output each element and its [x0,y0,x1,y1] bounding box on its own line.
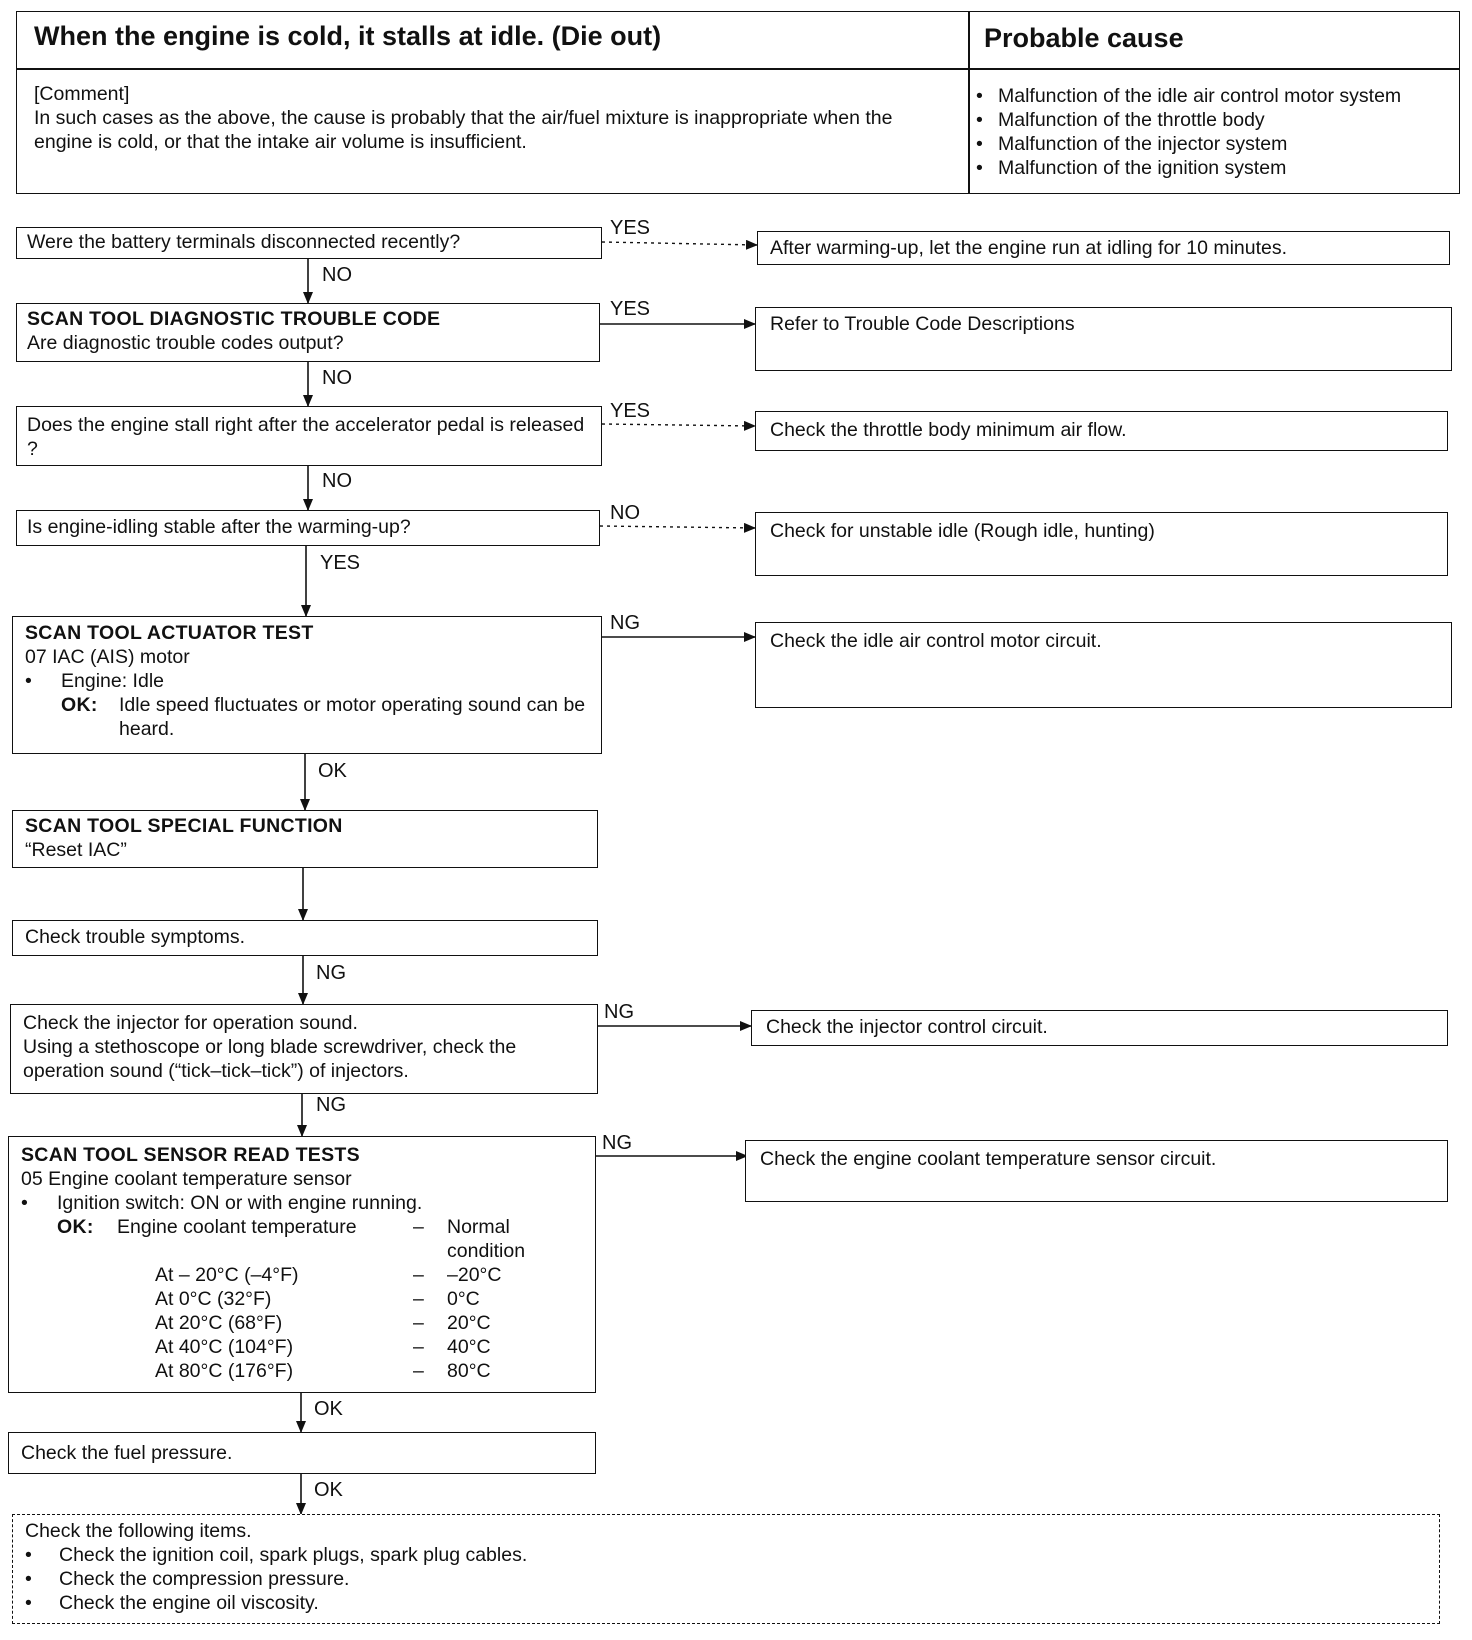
label-yes: YES [320,552,361,574]
final-item: • Check the ignition coil, spark plugs, spark plug cables. [25,1544,528,1566]
label-no: NO [322,367,352,389]
sensor-row: At – 20°C (–4°F) – –20°C [155,1264,502,1286]
step-symptoms: Check trouble symptoms. [12,920,598,956]
sensor-condition: • Ignition switch: ON or with engine running. [21,1192,423,1214]
actuator-item: 07 IAC (AIS) motor [25,646,190,668]
step-sensor [8,1136,596,1393]
actuator-title: SCAN TOOL ACTUATOR TEST [25,622,314,644]
dash: – [413,1360,424,1382]
comment-text: In such cases as the above, the cause is probably that the air/fuel mixture is inappropriate when the engine is cold, or that the intake air volume is insufficient. [34,107,893,153]
dash: – [413,1216,424,1238]
sensor-ok-label: OK: [57,1216,94,1238]
probable-cause-title: Probable cause [984,23,1184,53]
label-no: NO [322,264,352,286]
step-actuator [12,616,602,754]
result-idling: Check for unstable idle (Rough idle, hunting) [755,512,1448,576]
bullet-icon: • [25,1544,32,1566]
cause-item: • Malfunction of the injector system [976,133,1288,155]
step-fuel: Check the fuel pressure. [8,1432,596,1474]
label-ok: OK [314,1398,343,1420]
bullet-icon: • [976,133,983,155]
special-item: “Reset IAC” [25,839,127,861]
sensor-ok [21,1215,583,1263]
label-no: NO [610,502,640,524]
cause-item: • Malfunction of the throttle body [976,109,1265,131]
dash: – [413,1288,424,1310]
step-idling: Is engine-idling stable after the warming-up? [16,510,600,546]
dtc-title: SCAN TOOL DIAGNOSTIC TROUBLE CODE [27,308,441,330]
bullet-icon: • [21,1192,28,1214]
final-item: • Check the compression pressure. [25,1568,350,1590]
result-dtc: Refer to Trouble Code Descriptions [755,307,1452,371]
bullet-icon: • [25,1568,32,1590]
arrow-idling-no [600,526,755,528]
dtc-question: Are diagnostic trouble codes output? [27,332,344,354]
result-sensor: Check the engine coolant temperature sensor circuit. [745,1140,1448,1202]
step-stall: Does the engine stall right after the accelerator pedal is released ? [16,406,602,466]
actuator-ok-label: OK: [61,694,98,716]
actuator-ok [25,693,589,741]
bullet-icon: • [25,1592,32,1614]
actuator-condition: • Engine: Idle [25,670,164,692]
final-title: Check the following items. [25,1520,252,1542]
bullet-icon: • [976,109,983,131]
dash: – [413,1312,424,1334]
injector-line-1: Check the injector for operation sound. [23,1012,358,1034]
page-title: When the engine is cold, it stalls at idle. (Die out) [34,21,662,51]
label-ng: NG [316,962,346,984]
label-ng: NG [610,612,640,634]
dash: – [413,1264,424,1286]
special-title: SCAN TOOL SPECIAL FUNCTION [25,815,343,837]
sensor-row: At 40°C (104°F) – 40°C [155,1336,491,1358]
comment-label: [Comment] [34,83,130,105]
result-injector: Check the injector control circuit. [751,1010,1448,1046]
label-yes: YES [610,400,651,422]
cause-item: • Malfunction of the ignition system [976,157,1287,179]
sensor-title: SCAN TOOL SENSOR READ TESTS [21,1144,360,1166]
sensor-row: At 80°C (176°F) – 80°C [155,1360,491,1382]
sensor-item: 05 Engine coolant temperature sensor [21,1168,352,1190]
label-yes: YES [610,217,651,239]
bullet-icon: • [976,85,983,107]
final-item: • Check the engine oil viscosity. [25,1592,319,1614]
step-dtc [16,303,600,362]
result-actuator: Check the idle air control motor circuit. [755,622,1452,708]
step-final [12,1514,1440,1624]
step-battery: Were the battery terminals disconnected recently? [16,227,602,259]
label-no: NO [322,470,352,492]
step-special-function [12,810,598,868]
result-stall: Check the throttle body minimum air flow. [755,411,1448,451]
label-ok: OK [314,1479,343,1501]
label-ng: NG [316,1094,346,1116]
bullet-icon: • [976,157,983,179]
label-ng: NG [604,1001,634,1023]
sensor-row: At 20°C (68°F) – 20°C [155,1312,491,1334]
label-ok: OK [318,760,347,782]
label-yes: YES [610,298,651,320]
label-ng: NG [602,1132,632,1154]
dash: – [413,1336,424,1358]
injector-line-2: Using a stethoscope or long blade screwdriver, check the operation sound (“tick–tick–tick”) of injectors. [23,1036,517,1082]
bullet-icon: • [25,670,32,692]
arrow-stall-yes [602,424,755,426]
sensor-row: At 0°C (32°F) – 0°C [155,1288,480,1310]
result-battery: After warming-up, let the engine run at idling for 10 minutes. [757,231,1450,265]
actuator-ok-text: Idle speed fluctuates or motor operating sound can be heard. [119,694,586,740]
sensor-ok-right: Normal condition [447,1216,526,1262]
cause-item: • Malfunction of the idle air control motor system [976,85,1402,107]
step-injector [10,1004,598,1094]
sensor-ok-left: Engine coolant temperature [117,1216,357,1238]
arrow-battery-yes [602,242,757,245]
